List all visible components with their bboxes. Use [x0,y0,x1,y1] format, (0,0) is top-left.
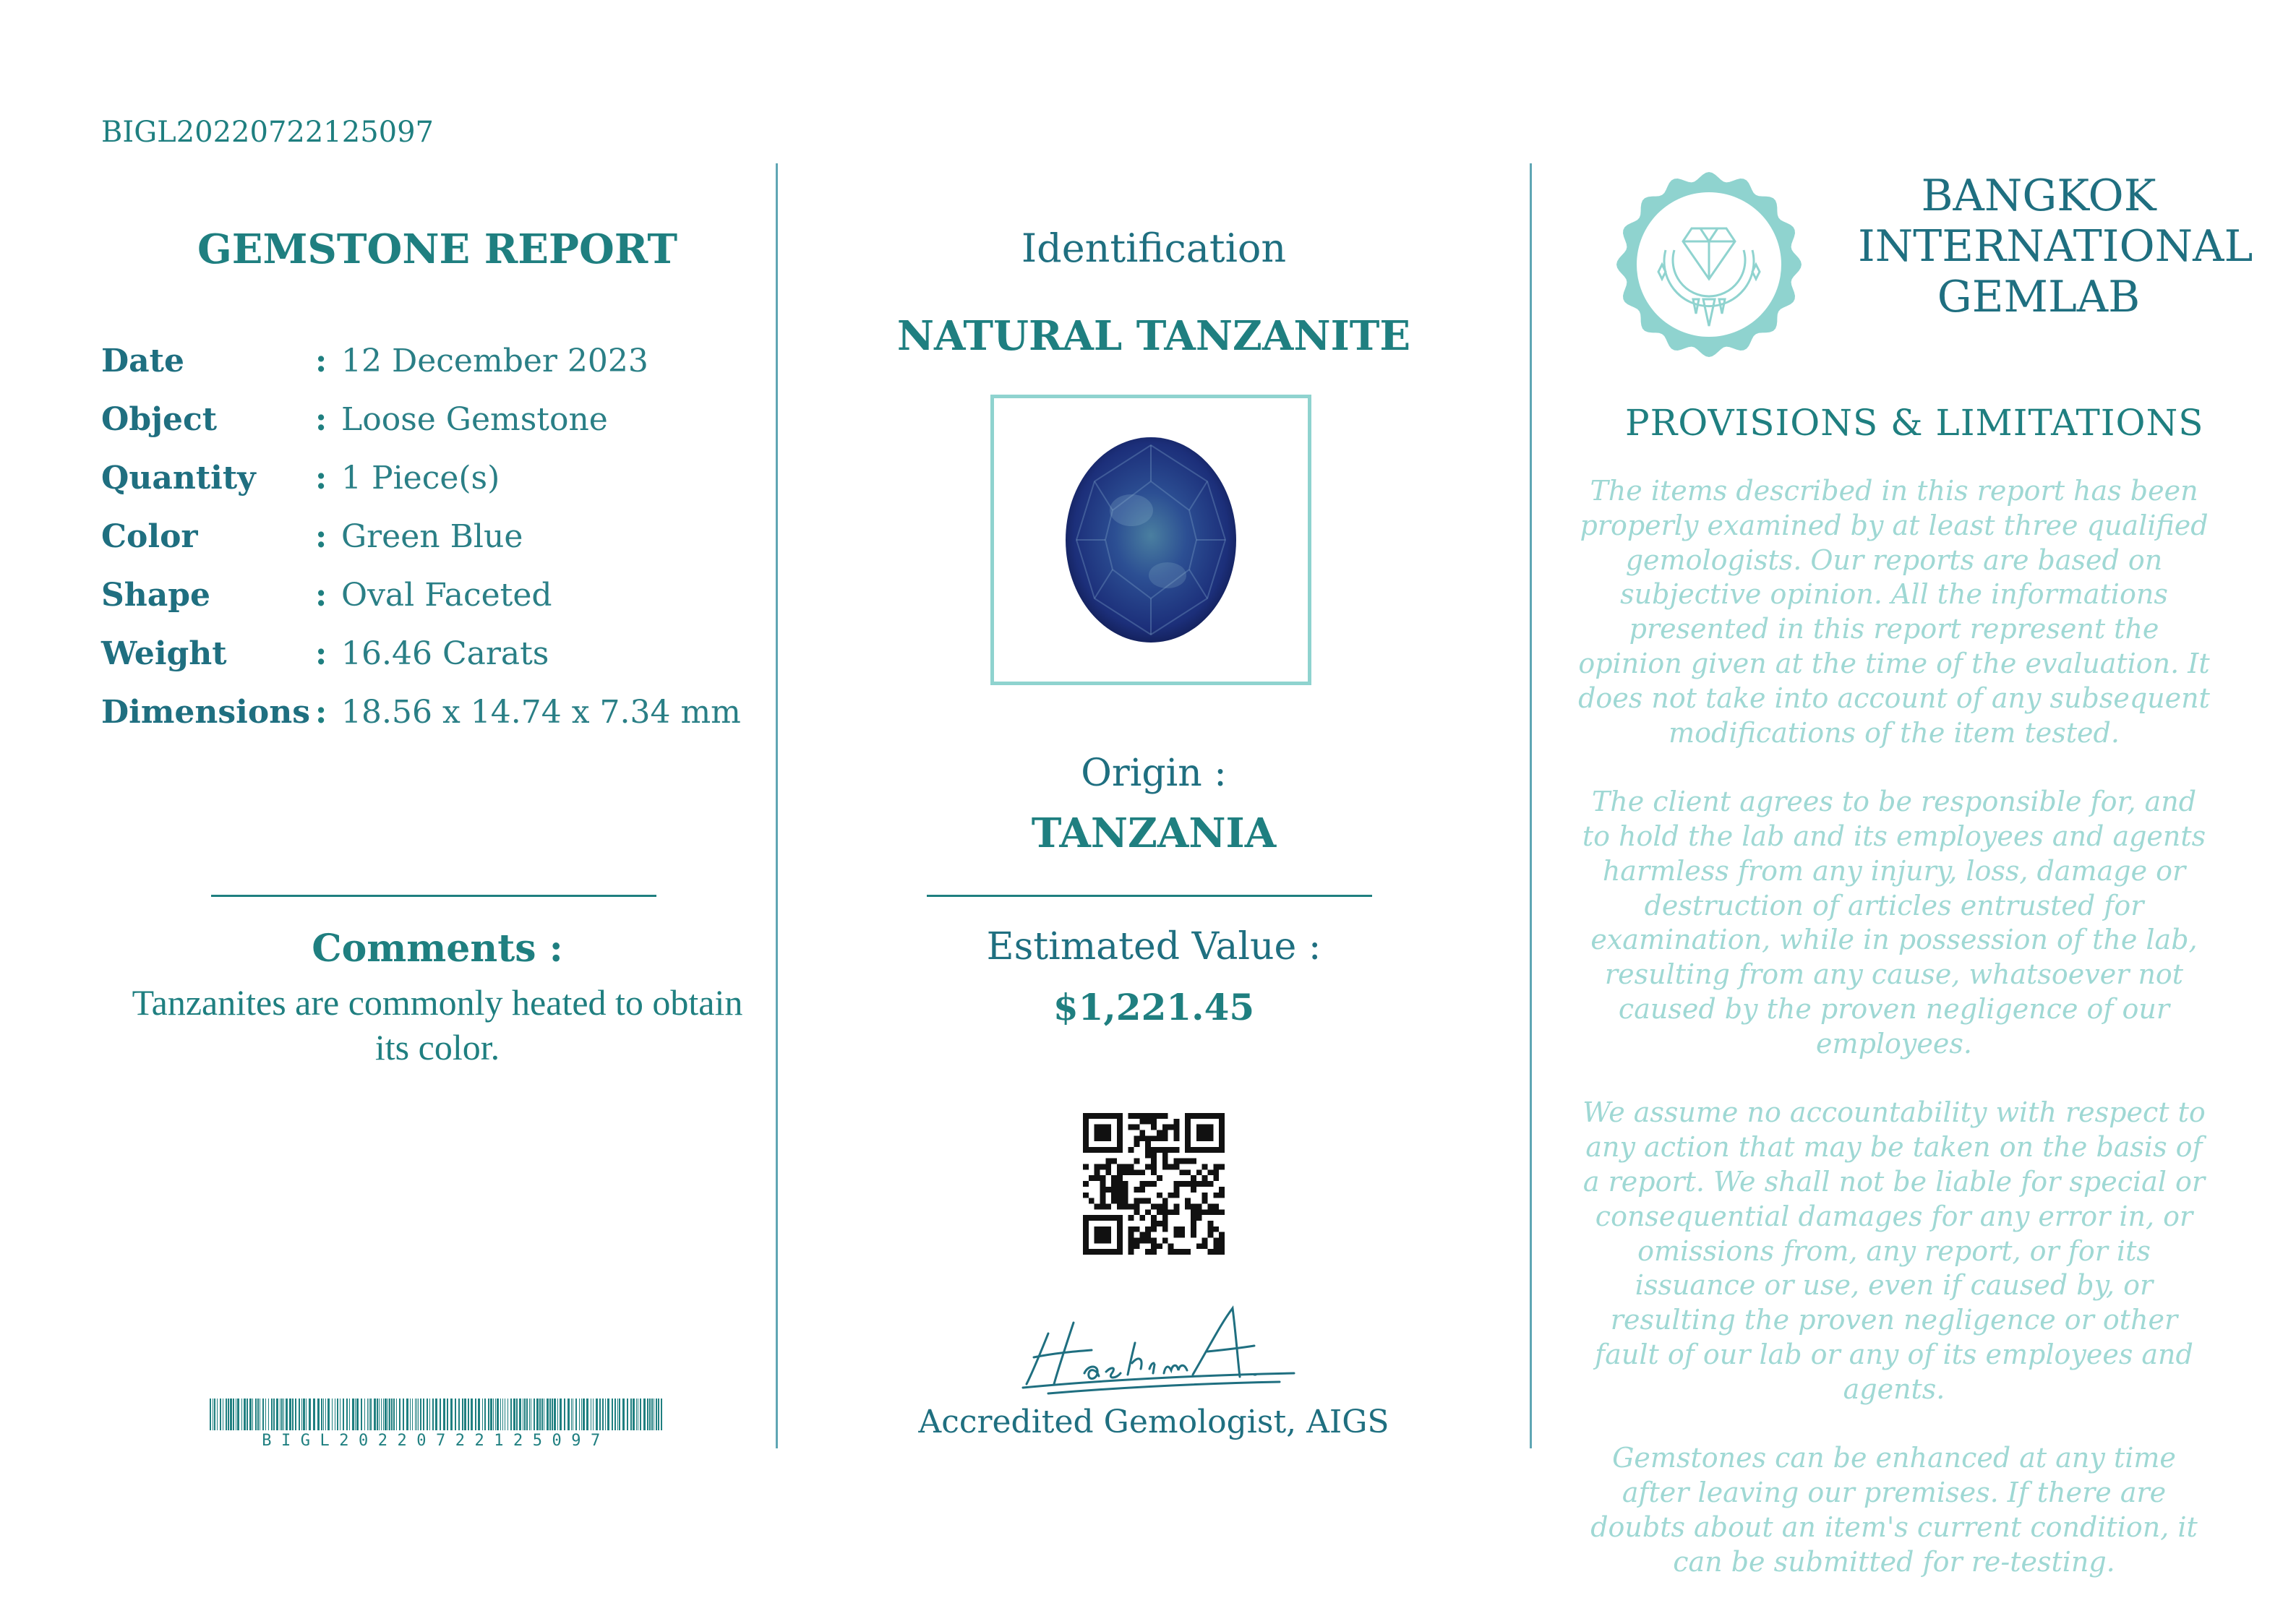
detail-row-dimensions [101,694,781,752]
detail-colon: : [315,694,327,731]
detail-value: Loose Gemstone [341,401,608,438]
detail-row-color [101,518,781,576]
comments-text: Tanzanites are commonly heated to obtain its color. [132,982,743,1067]
provisions-title: PROVISIONS & LIMITATIONS [1625,402,2204,444]
detail-label: Dimensions [101,694,311,731]
provisions-paragraph: The items described in this report has been properly examined by at least three qualified gemologists. Our reports are based on subjective opinion. All the informations presented in this report represent the opinion given at the time of the evaluation. It does not take into account of any subsequent modifications of the item tested. [1578,475,2210,749]
detail-colon: : [315,343,327,379]
detail-label: Color [101,518,198,555]
detail-label: Object [101,401,218,438]
gem-image [1059,431,1243,649]
detail-value: 1 Piece(s) [341,460,500,497]
detail-value: Oval Faceted [341,577,552,614]
identification-heading: Identification [1021,225,1287,271]
detail-colon: : [315,577,327,614]
provisions-paragraph: We assume no accountability with respect to any action that may be taken on the basis of a report. We shall not be liable for special or consequential damages for any error in, or omissions from, any report, or for its issuance or use, even if caused by, or resulting the proven negligence or other fault of our lab or any of its employees and agents. [1582,1096,2206,1405]
lab-name: BANGKOK INTERNATIONAL GEMLAB [1858,171,2253,322]
divider-rule [211,895,656,897]
divider-rule [927,895,1372,897]
detail-colon: : [315,401,327,438]
detail-colon: : [315,635,327,672]
detail-label: Shape [101,577,211,614]
barcode-text: BIGL20220722125097 [262,1432,610,1450]
detail-label: Date [101,343,184,379]
origin-label: Origin : [1081,752,1227,795]
provisions-text [1576,474,2212,1614]
barcode [210,1399,662,1450]
origin-value: TANZANIA [1031,809,1277,857]
barcode-icon [210,1399,662,1430]
report-id: BIGL20220722125097 [101,116,434,149]
detail-value: 16.46 Carats [341,635,549,672]
provisions-paragraph: Gemstones can be enhanced at any time after leaving our premises. If there are doubts about an item's current condition, it can be submitted for re-testing. [1590,1442,2198,1578]
gem-image-frame [990,395,1311,685]
column-divider-right [1530,163,1532,1448]
detail-label: Quantity [101,460,256,497]
detail-value: 18.56 x 14.74 x 7.34 mm [341,694,741,731]
estimated-value-amount: $1,221.45 [1053,986,1255,1028]
identification-value: NATURAL TANZANITE [896,312,1411,360]
report-title: GEMSTONE REPORT [197,225,678,273]
detail-row-quantity [101,460,781,517]
signature [1005,1294,1308,1395]
detail-row-shape [101,577,781,635]
detail-row-date [101,343,781,400]
detail-label: Weight [101,635,227,672]
detail-value: 12 December 2023 [341,343,648,379]
detail-row-object [101,401,781,459]
estimated-value-label: Estimated Value : [986,925,1322,968]
detail-row-weight [101,635,781,693]
qr-code-icon[interactable] [1083,1113,1225,1255]
detail-colon: : [315,460,327,497]
detail-value: Green Blue [341,518,523,555]
comments-title: Comments : [312,927,563,971]
provisions-paragraph: The client agrees to be responsible for, and to hold the lab and its employees and agents harmless from any injury, loss, damage or destruction of articles entrusted for examination, while in possession of the lab, resulting from any cause, whatsoever not caused by the proven negligence of our employees. [1582,786,2206,1060]
lab-seal-logo [1615,171,1803,358]
signer-title: Accredited Gemologist, AIGS [918,1404,1389,1440]
detail-colon: : [315,518,327,555]
